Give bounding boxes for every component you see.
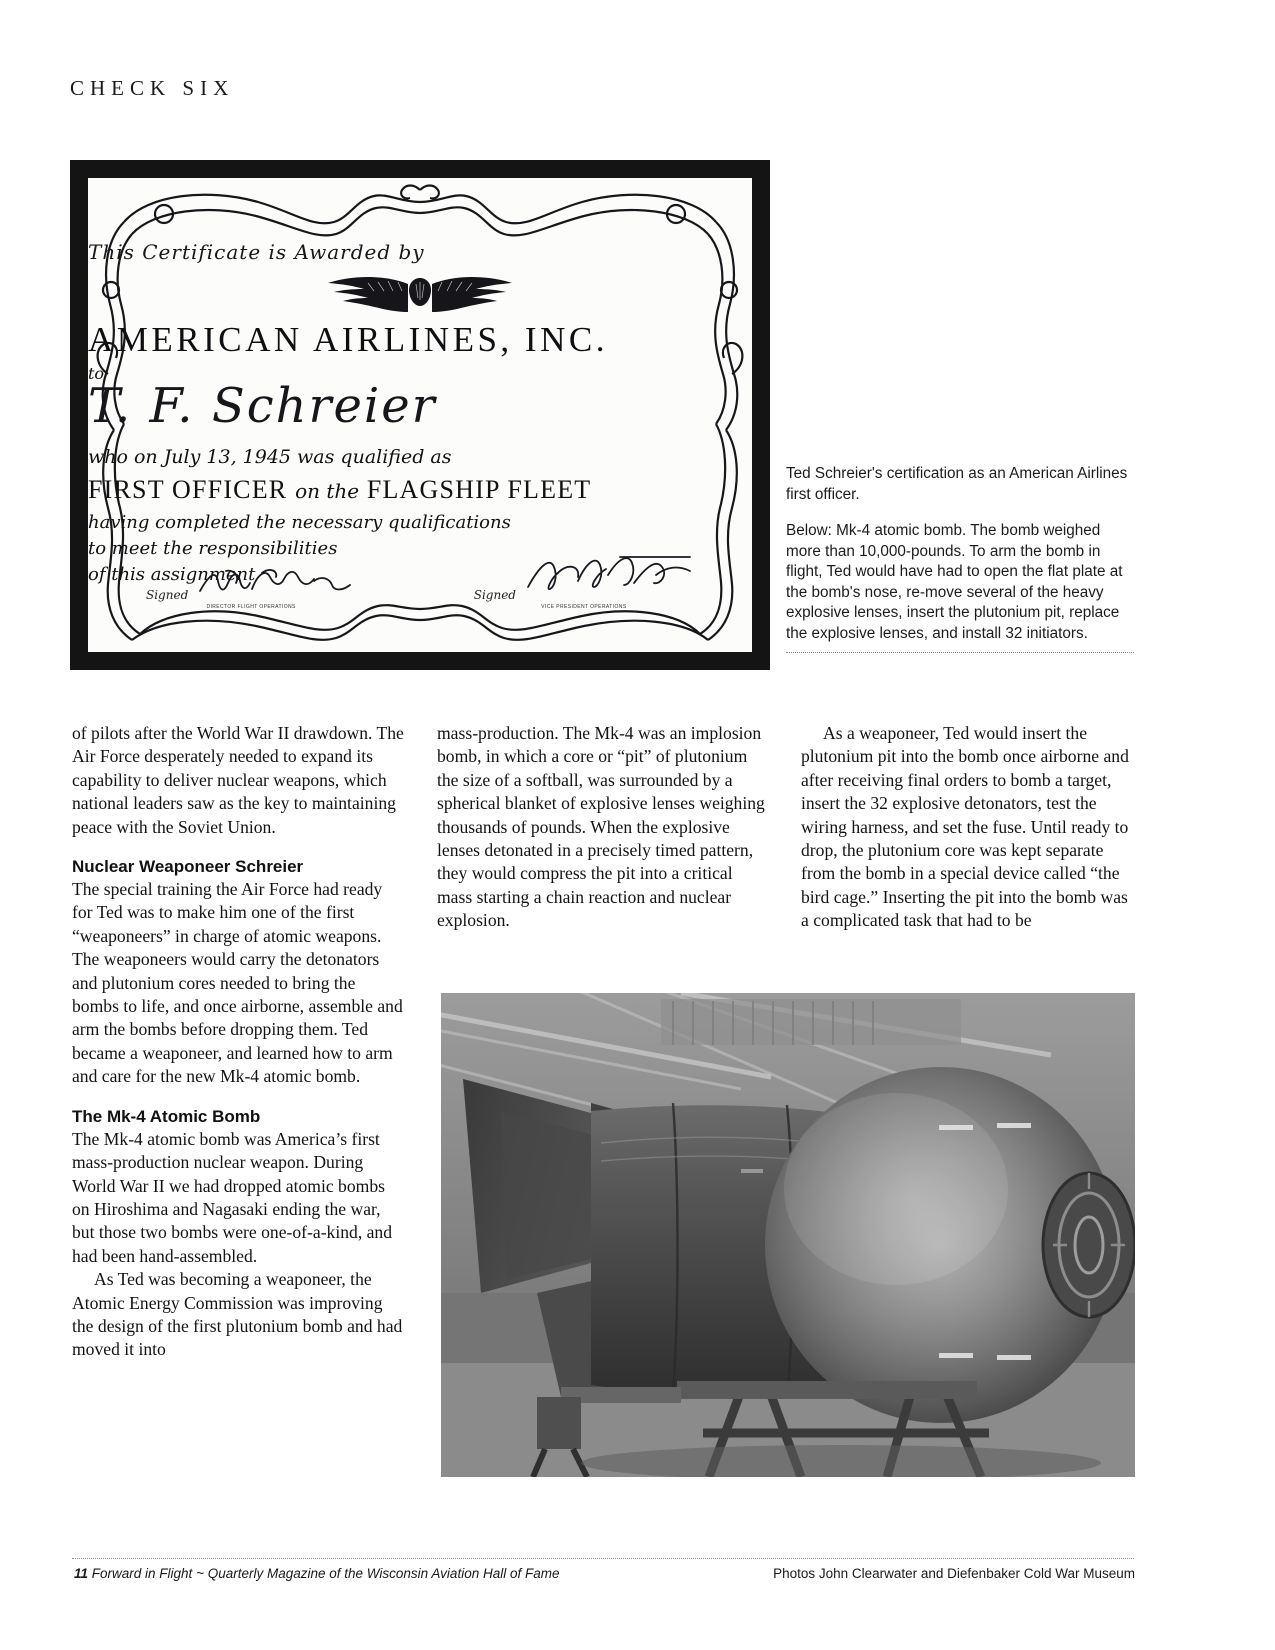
footer-page-number: 11: [74, 1566, 89, 1581]
caption-paragraph-certificate: Ted Schreier's certification as an American Airlines first officer.: [786, 465, 1128, 503]
signature-right-mark-icon: [524, 553, 694, 602]
certificate-company-name: AMERICAN AIRLINES, INC.: [88, 320, 608, 359]
certificate-to-meet-line: to meet the responsibilities: [88, 538, 338, 559]
paragraph-weaponeer-duties: As a weaponeer, Ted would insert the plutonium pit into the bomb once airborne and after receiving final orders to bomb a target, insert the 32 explosive detonators, test the wiring harness, and set the fuse. Until ready to drop, the plutonium core was kept separate from the bomb in a special device called “the bird cage.” Inserting the pit into the bomb was a complicated task that had to be: [801, 723, 1129, 931]
signature-left-label: Signed: [146, 588, 189, 602]
signature-left-title: DIRECTOR FLIGHT OPERATIONS: [206, 604, 296, 610]
heading-nuclear-weaponeer-schreier: Nuclear Weaponeer Schreier: [72, 857, 304, 877]
article-column-left: [72, 722, 404, 1362]
paragraph-mk4-first-mass-production: The Mk-4 atomic bomb was America’s first mass-production nuclear weapon. During World War II we had dropped atomic bombs on Hiroshima and Nagasaki ending the war, but those two bombs were one-of-a-kind, and had been hand-assembled.: [72, 1128, 393, 1266]
footer-publication-title: Forward in Flight ~ Quarterly Magazine of the Wisconsin Aviation Hall of Fame: [91, 1566, 560, 1581]
photo-caption-block: [786, 464, 1134, 653]
paragraph-pilots-drawdown: of pilots after the World War II drawdown. The Air Force desperately needed to expand its capability to deliver nuclear weapons, which national leaders saw as the key to maintaining peace with the Soviet Union.: [72, 723, 404, 837]
paragraph-atomic-energy-commission: As Ted was becoming a weaponeer, the Atomic Energy Commission was improving the design of the first plutonium bomb and had moved it into: [72, 1269, 403, 1360]
footer-divider: [72, 1558, 1134, 1559]
paragraph-implosion-bomb: mass-production. The Mk-4 was an implosion bomb, in which a core or “pit” of plutonium the size of a softball, was surrounded by a spherical blanket of explosive lenses weighing thousands of pounds. When the explosive lenses detonated in a precisely timed pattern, they would compress the pit into a critical mass starting a chain reaction and nuclear explosion.: [437, 723, 765, 931]
signature-left-mark-icon: [196, 565, 356, 602]
certificate-rank-line: [88, 475, 752, 505]
article-column-right: [801, 722, 1135, 933]
certificate-paper: [88, 178, 752, 652]
pilot-wings-emblem-icon: [88, 270, 752, 319]
certificate-having-line: having completed the necessary qualifications: [88, 512, 511, 533]
certificate-rank-conjunction: on the: [295, 479, 360, 503]
certificate-signature-left: [146, 565, 356, 610]
paragraph-special-training: The special training the Air Force had ready for Ted was to make him one of the first “weaponeers” in charge of atomic weapons. The weaponeers would carry the detonators and plutonium cores needed to bring the bombs to life, and once airborne, assemble and arm the bombs before dropping them. Ted became a weaponeer, and learned how to arm and care for the new Mk-4 atomic bomb.: [72, 879, 403, 1087]
signature-right-label: Signed: [473, 588, 516, 602]
certificate-rank-prefix: FIRST OFFICER: [88, 475, 288, 504]
footer-photo-credit: Photos John Clearwater and Diefenbaker Cold War Museum: [773, 1566, 1135, 1581]
certificate-signature-right: [474, 553, 694, 610]
article-column-middle: [437, 722, 769, 933]
footer-publication-line: [74, 1566, 559, 1581]
certificate-qualified-date-line: who on July 13, 1945 was qualified as: [88, 446, 452, 468]
mk4-bomb-photograph: [441, 993, 1135, 1477]
caption-paragraph-bomb: Below: Mk-4 atomic bomb. The bomb weighed more than 10,000-pounds. To arm the bomb in flight, Ted would have had to open the flat plate at the bomb's nose, re-move several of the heavy explosive lenses, insert the plutonium pit, replace the explosive lenses, and install 32 initiators.: [786, 522, 1123, 642]
certificate-rank-suffix: FLAGSHIP FLEET: [366, 475, 592, 504]
certificate-recipient-name: T. F. Schreier: [88, 378, 437, 434]
heading-the-mk4-atomic-bomb: The Mk-4 Atomic Bomb: [72, 1106, 261, 1126]
page-running-head: CHECK SIX: [70, 76, 235, 100]
certificate-photo: [70, 160, 770, 670]
certificate-to-word: to: [88, 364, 105, 383]
signature-right-title: VICE PRESIDENT OPERATIONS: [541, 604, 627, 610]
certificate-awarded-by-line: This Certificate is Awarded by: [88, 240, 425, 264]
certificate-assignment-line: of this assignment: [88, 564, 256, 585]
